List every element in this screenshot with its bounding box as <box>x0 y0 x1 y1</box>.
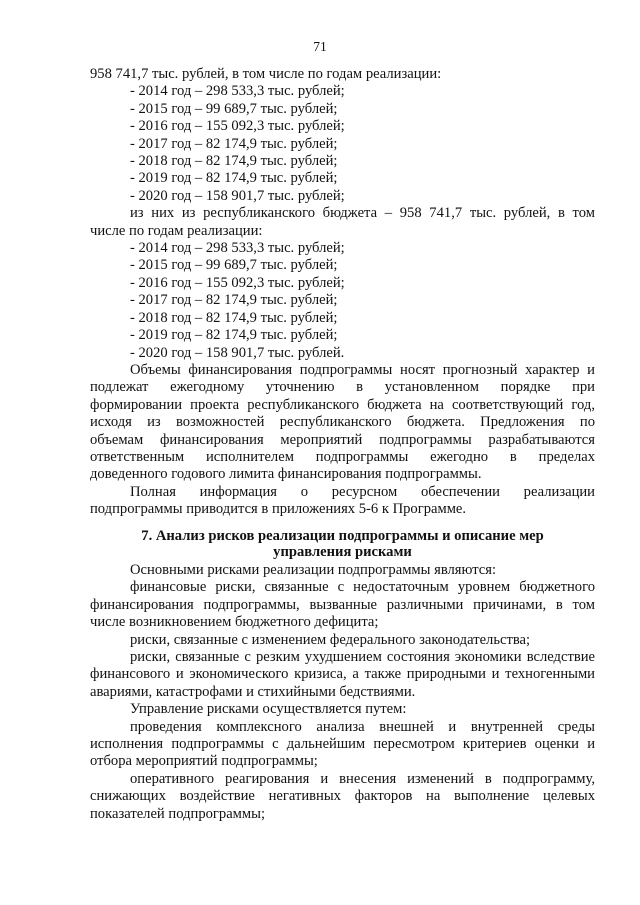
text-line: Основными рисками реализации подпрограммы являются: <box>130 562 497 578</box>
text-line: - 2017 год – 82 174,9 тыс. рублей; <box>130 135 338 152</box>
text-line: финансовые риски, связанные с недостаточным уровнем бюджетного финансирования подпрограммы, вызванные различными причинами, в том числе возникновением бюджетного дефицита; <box>90 579 595 631</box>
text-line: числе по годам реализации: <box>90 222 263 239</box>
text-line: риски, связанные с изменением федерального законодательства; <box>130 631 531 648</box>
text-line: Полная информация о ресурсном обеспечении реализации <box>130 483 595 500</box>
text-line: доведенного годового лимита финансирования подпрограммы. <box>90 466 482 483</box>
page-number: 71 <box>313 39 327 54</box>
text-line: - 2016 год – 155 092,3 тыс. рублей; <box>130 274 345 291</box>
text-line: проведения комплексного анализа внешней и внутренней среды исполнения подпрограммы с дальнейшим пересмотром критериев оценки и отбора мероприятий подпрограммы; <box>90 718 595 770</box>
text-line: - 2019 год – 82 174,9 тыс. рублей; <box>130 327 338 344</box>
text-line: - 2020 год – 158 901,7 тыс. рублей; <box>130 187 345 204</box>
text-line: - 2014 год – 298 533,3 тыс. рублей; <box>130 83 345 100</box>
text-line: объемам финансирования мероприятий подпрограммы разрабатываются <box>90 431 595 448</box>
text-line: - 2018 год – 82 174,9 тыс. рублей; <box>130 153 338 170</box>
text-line: - 2015 год – 99 689,7 тыс. рублей; <box>130 257 338 274</box>
text-line: оперативного реагирования и внесения изменений в подпрограмму, снижающих воздействие негативных факторов на выполнение целевых показателей подпрограммы; <box>90 770 595 822</box>
section-heading-line1: 7. Анализ рисков реализации подпрограммы и описание мер <box>141 528 544 544</box>
text-line: - 2015 год – 99 689,7 тыс. рублей; <box>130 100 338 117</box>
text-line: Объемы финансирования подпрограммы носят прогнозный характер и <box>130 361 595 378</box>
text-line: ответственным исполнителем подпрограммы ежегодно в пределах <box>90 448 595 465</box>
text-line: подпрограммы приводится в приложениях 5-6 к Программе. <box>90 501 467 518</box>
text-line: - 2017 год – 82 174,9 тыс. рублей; <box>130 292 338 309</box>
text-line: формировании проекта республиканского бюджета на соответствующий год, <box>90 396 595 413</box>
text-line: исходя из возможностей республиканского бюджета. Предложения по <box>90 414 595 431</box>
text-line: - 2019 год – 82 174,9 тыс. рублей; <box>130 170 338 187</box>
risks-section <box>90 562 595 823</box>
section-heading <box>90 528 595 560</box>
financing-section <box>90 66 595 519</box>
section-heading-line2: управления рисками <box>273 544 412 560</box>
text-line: из них из республиканского бюджета – 958 741,7 тыс. рублей, в том <box>130 205 595 222</box>
text-line: - 2014 год – 298 533,3 тыс. рублей; <box>130 240 345 257</box>
text-line: - 2020 год – 158 901,7 тыс. рублей. <box>130 344 345 361</box>
text-line: риски, связанные с резким ухудшением состояния экономики вследствие финансового и экономического кризиса, а также природными и техногенными авариями, катастрофами и стихийными бедствиями. <box>90 649 595 700</box>
text-line: - 2016 год – 155 092,3 тыс. рублей; <box>130 118 345 135</box>
text-line: подлежат ежегодному уточнению в установленном порядке при <box>90 379 595 396</box>
text-line: 958 741,7 тыс. рублей, в том числе по годам реализации: <box>90 66 442 82</box>
text-line: - 2018 год – 82 174,9 тыс. рублей; <box>130 309 338 326</box>
text-line: Управление рисками осуществляется путем: <box>130 701 407 718</box>
